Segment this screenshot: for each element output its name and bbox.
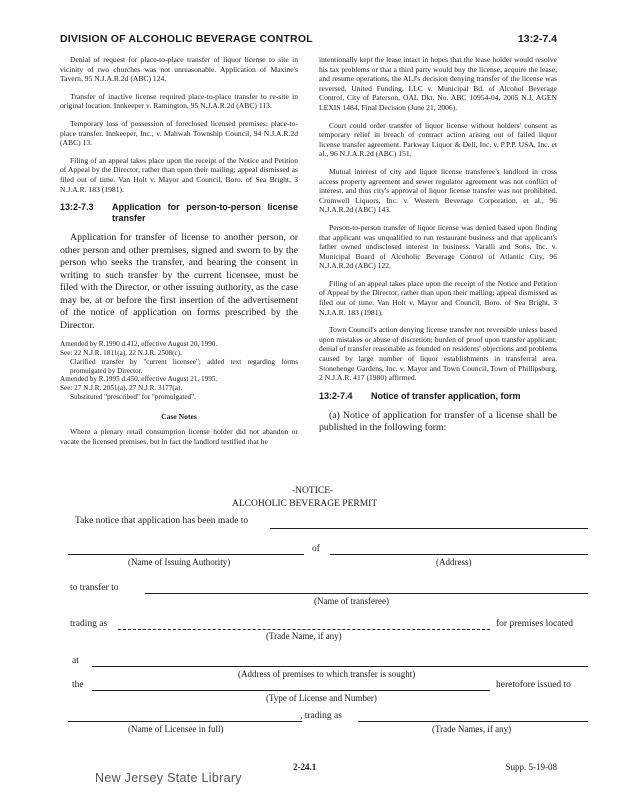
blank-line-premises-address	[92, 666, 588, 667]
caption-address: (Address)	[436, 557, 472, 567]
form-trading-as: trading as	[70, 619, 108, 629]
form-heretofore: heretofore issued to	[496, 680, 571, 690]
case-note-paragraph: Where a plenary retail consumption license holder did not abandon or vacate the licensed premises, but in fact the landlord testified that he	[60, 427, 298, 446]
form-the: the	[72, 680, 84, 690]
form-for-premises: for premises located	[496, 619, 574, 629]
blank-line-address	[330, 554, 588, 555]
caption-trade-name: (Trade Name, if any)	[266, 631, 342, 641]
case-notes-heading: Case Notes	[161, 411, 197, 421]
caption-transferee: (Name of transferee)	[314, 596, 389, 606]
section-number: 13:2-7.4	[319, 390, 353, 401]
running-header-title: DIVISION OF ALCOHOLIC BEVERAGE CONTROL	[60, 33, 313, 45]
annotation-paragraph: Court could order transfer of liquor license without holders' consent as temporary relief in breach of contract action arising out of failed liquor license transfer agreement. Parkway Liquor & Deli, Inc. v. P.P.P. USA, Inc. et al., 96 N.J.A.R.2d (ABC) 151.	[319, 120, 557, 159]
annotation-paragraph: Denial of request for place-to-place transfer of liquor license to site in vicinity of two churches was not unreasonable. Application of Maxine's Tavern, 95 N.J.A.R.2d (ABC) 124.	[60, 55, 298, 84]
supplement-date: Supp. 5-19-08	[505, 762, 557, 772]
blank-line-license-type	[92, 690, 490, 691]
annotation-paragraph: intentionally kept the lease intact in hopes that the lease holder would resolve his tax problems or that a third party would buy the license, acquire the lease, and resume operations, the ALJ's decision denying transfer of the license was reversed. United Funding, LLC v. Municipal Bd. of Alcohol Beverage Control, City of Paterson, OAL Dkt. No. ABC 10954-04, 2005 N.J. AGEN LEXIS 1484, Final Decision (June 21, 2006).	[319, 55, 557, 112]
form-at: at	[72, 656, 79, 666]
section-body: (a) Notice of application for transfer of a license shall be published in the following form:	[319, 409, 557, 434]
annotation-paragraph: Town Council's action denying license transfer not reversible unless based upon mistakes or abuse of discretion; burden of proof upon transfer applicant; denial of transfer reasonable as founded on residents' objections and problems caused by large number of liquor establishments in transferral area. Stonehenge Gardens, Inc. v. Mayor and Town Council, Town of Phillipsburg, 2 N.J.A.R. 417 (1980) affirmed.	[319, 325, 557, 383]
right-column	[319, 55, 557, 443]
amendment-line: See: 27 N.J.R. 2051(a), 27 N.J.R. 3177(a).	[60, 384, 183, 393]
section-title: Notice of transfer application, form	[371, 390, 521, 401]
left-column	[60, 55, 298, 454]
form-trading-as-2: , trading as	[300, 711, 342, 721]
amendment-line: Amended by R.1990 d.412, effective August 20, 1990.	[60, 340, 218, 349]
caption-trade-names: (Trade Names, if any)	[432, 724, 512, 734]
blank-line-transferee	[145, 593, 588, 594]
notice-title: -NOTICE-	[292, 486, 334, 496]
notice-subtitle: ALCOHOLIC BEVERAGE PERMIT	[232, 499, 378, 509]
caption-premises-address: (Address of premises to which transfer is sought)	[238, 669, 416, 679]
amendment-history	[60, 340, 298, 402]
blank-line-issuing-authority	[68, 554, 304, 555]
blank-line-trade-names	[358, 721, 588, 722]
annotation-paragraph: Person-to-person transfer of liquor license was denied based upon finding that applicant was unqualified to run restaurant business and that applicant's father owned undisclosed interest in business. Varalli and Sons, Inc. v. Municipal Board of Alcoholic Beverage Control of Atlantic City, 96 N.J.A.R.2d (ABC) 122.	[319, 222, 557, 271]
annotation-paragraph: Transfer of inactive license required place-to-place transfer to re-site in original location. Innkeeper v. Ramington, 95 N.J.A.R.2d (ABC) 113.	[60, 91, 298, 111]
amendment-line: Clarified transfer by "current licensee"; added text regarding forms promulgated by Director.	[70, 357, 298, 375]
amendment-line: Amended by R.1995 d.450, effective August 21, 1995.	[60, 375, 218, 384]
section-heading-7-4	[319, 391, 557, 402]
annotation-paragraph: Filing of an appeal takes place upon the receipt of the Notice and Petition of Appeal by the Director, rather than upon their mailing; appeal dismissed as filed out of time. Van Holt v. Mayor and Council, Boro. of Sea Bright, 3 N.J.A.R. 183 (1981).	[60, 155, 298, 194]
section-body: Application for transfer of license to another person, or other person and other premises, signed and sworn to by the person who seeks the transfer, and bearing the consent in writing to such transfer by the current licensee, must be filed with the Director, or other issuing authority, as the case may be, at or before the first insertion of the advertisement of the notice of application on forms prescribed by the Director.	[60, 232, 298, 331]
form-intro: Take notice that application has been made to	[75, 516, 249, 526]
section-heading-7-3	[60, 202, 298, 224]
blank-line-trade-name	[118, 629, 490, 630]
library-stamp: New Jersey State Library	[95, 771, 242, 785]
annotation-paragraph: Temporary loss of possession of foreclosed licensed premises; place-to-place transfer. Innkeeper, Inc., v. Mahwah Township Council, 94 N.J.A.R.2d (ABC) 13.	[60, 118, 298, 148]
section-title: Application for person-to-person license transfer	[112, 202, 298, 224]
blank-line-licensee	[68, 721, 302, 722]
annotation-paragraph: Mutual interest of city and liquor license transferee's landlord in cross access property agreement and sewer regulator agreement was not conflict of interest, and thus city's approval of liquor license transfer was not prohibited. Cromwell Liquors, Inc. v. Western Beverage Corporation, et al., 96 N.J.A.R.2d (ABC) 143.	[319, 166, 557, 215]
section-number: 13:2-7.3	[60, 202, 94, 213]
form-to-transfer: to transfer to	[70, 583, 119, 593]
blank-line	[270, 528, 588, 529]
annotation-paragraph: Filing of an appeal takes place upon the receipt of the Notice and Petition of Appeal by the Director, rather than upon their mailing; appeal dismissed as filed out of time. Van Holt v. Mayor and Council, Boro. of Sea Bright, 3 N.J.A.R. 183 (1981).	[319, 278, 557, 317]
amendment-line: Substituted "prescribed" for "promulgated".	[70, 392, 196, 401]
running-header-section: 13:2-7.4	[517, 33, 557, 45]
form-of: of	[312, 544, 320, 554]
page-number: 2-24.1	[293, 762, 317, 772]
amendment-line: See: 22 N.J.R. 1811(a), 22 N.J.R. 2508(c).	[60, 348, 182, 357]
caption-issuing-authority: (Name of Issuing Authority)	[128, 557, 231, 567]
caption-license-type: (Type of License and Number)	[266, 693, 377, 703]
caption-licensee: (Name of Licensee in full)	[128, 724, 224, 734]
